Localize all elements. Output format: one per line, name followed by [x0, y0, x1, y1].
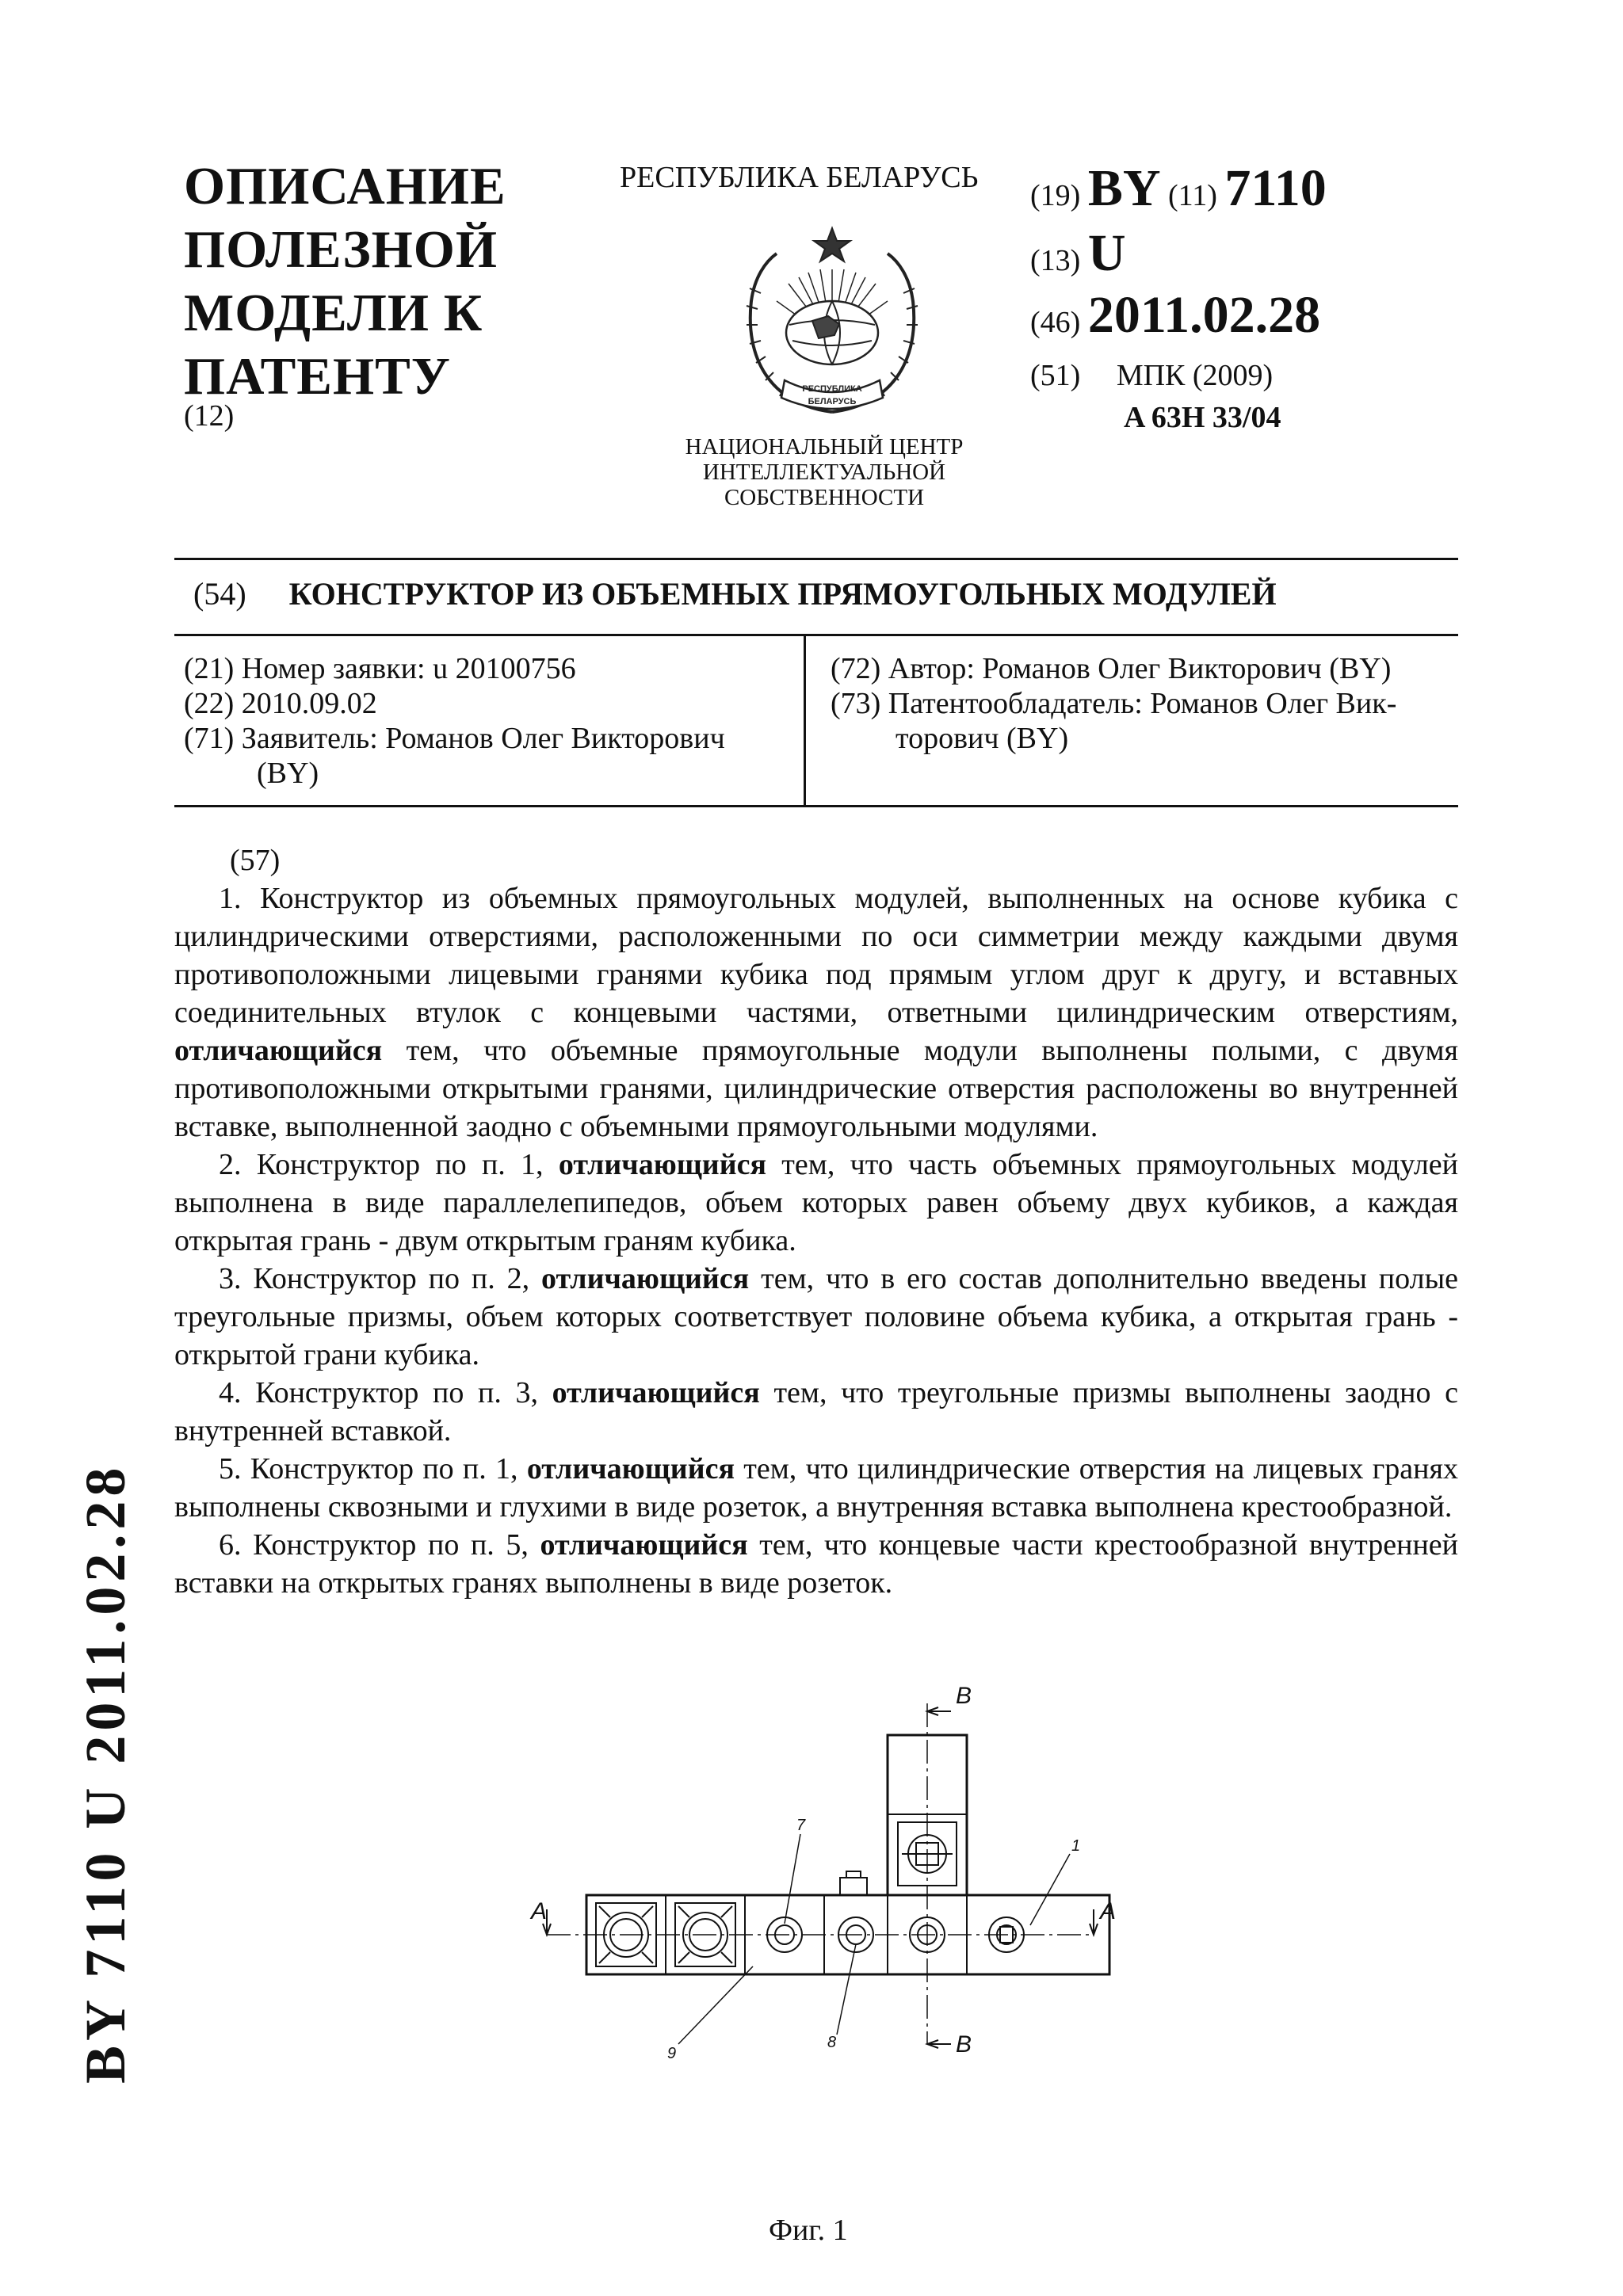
callout-label: 9: [667, 2045, 677, 2062]
callout-label: 1: [1071, 1837, 1081, 1855]
country-code: BY: [1087, 159, 1161, 217]
applicant-info-right: [831, 651, 1457, 756]
section-label-b: B: [956, 1683, 972, 1709]
ipc-class: A 63H 33/04: [1124, 401, 1281, 434]
agency-line: СОБСТВЕННОСТИ: [724, 485, 925, 510]
applicant-info-left: [184, 651, 786, 791]
info-line: (21) Номер заявки: u 20100756: [184, 652, 576, 685]
publication-date: 2011.02.28: [1087, 286, 1321, 344]
country-name: РЕСПУБЛИКА БЕЛАРУСЬ: [620, 161, 979, 194]
emblem-text-line: РЕСПУБЛИКА: [802, 384, 862, 394]
bib-line-51: [1030, 358, 1273, 393]
invention-title: [193, 575, 1277, 612]
doc-type-line: ПАТЕНТУ: [184, 347, 451, 406]
side-document-id: BY 7110 U 2011.02.28: [74, 1463, 137, 2084]
claim-item: 2. Конструктор по п. 1, отличающийся тем, что часть объемных прямоугольных модулей выполнена в виде параллелепипедов, объем которых равен объему двух кубиков, а каждая открытая грань - двум открытым граням кубика.: [174, 1148, 1458, 1257]
info-line: (BY): [257, 757, 319, 790]
section-label-a: A: [1100, 1898, 1117, 1924]
divider: [174, 805, 1458, 807]
info-line: (71) Заявитель: Романов Олег Викторович: [184, 722, 725, 755]
section-label-a: A: [531, 1898, 548, 1924]
inid-code: (54): [193, 576, 246, 612]
doc-type-line: ПОЛЕЗНОЙ: [184, 220, 498, 279]
claim-item: 3. Конструктор по п. 2, отличающийся тем, что в его состав дополнительно введены полые треугольные призмы, объем которых соответствует половине объема кубика, а открытая грань - открытой грани кубика.: [174, 1262, 1459, 1371]
kind-letter: U: [1087, 224, 1126, 282]
doc-type-line: МОДЕЛИ К: [184, 284, 483, 342]
section-label-b: B: [956, 2031, 972, 2058]
figure-1-drawing: [523, 1672, 1117, 2084]
info-line: (22) 2010.09.02: [184, 687, 377, 720]
claims-section: [174, 841, 1458, 1602]
divider: [174, 634, 1458, 636]
info-line: торович (BY): [896, 722, 1069, 755]
inid-code: (13): [1030, 244, 1081, 277]
title-text: КОНСТРУКТОР ИЗ ОБЪЕМНЫХ ПРЯМОУГОЛЬНЫХ МОДУЛЕЙ: [288, 576, 1277, 612]
claim-item: 1. Конструктор из объемных прямоугольных модулей, выполненных на основе кубика с цилиндрическими отверстиями, расположенными по оси симметрии между каждыми двумя противоположными лицевыми гранями кубика под прямым углом друг к другу, и вставных соединительных втулок с концевыми частями, ответными цилиндрическим отверстиям, отличающийся тем, что объемные прямоугольные модули выполнены полыми, с двумя противоположными открытыми гранями, цилиндрические отверстия расположены во внутренней вставке, выполненной заодно с объемными прямоугольными модулями.: [174, 882, 1458, 1143]
divider: [174, 558, 1458, 560]
doc-type-line: ОПИСАНИЕ: [184, 157, 506, 215]
agency-line: НАЦИОНАЛЬНЫЙ ЦЕНТР: [685, 434, 964, 460]
agency-name: [658, 434, 991, 510]
agency-line: ИНТЕЛЛЕКТУАЛЬНОЙ: [702, 460, 946, 485]
info-line: (73) Патентообладатель: Романов Олег Вик-: [831, 687, 1397, 720]
inid-code: (19): [1030, 179, 1081, 212]
bib-line-13: [1030, 223, 1125, 284]
patent-number: 7110: [1224, 159, 1327, 217]
callout-label: 8: [827, 2034, 837, 2051]
figure-caption: Фиг. 1: [769, 2214, 848, 2247]
inid-code: (51): [1030, 359, 1081, 392]
callout-label: 7: [796, 1817, 806, 1834]
ipc-label: МПК (2009): [1116, 359, 1274, 392]
bib-line-19-11: [1030, 158, 1327, 219]
info-line: (72) Автор: Романов Олег Викторович (BY): [831, 652, 1392, 685]
claim-item: 4. Конструктор по п. 3, отличающийся тем, что треугольные призмы выполнены заодно с внутренней вставкой.: [174, 1376, 1458, 1447]
claims-code: (57): [230, 844, 281, 877]
claim-item: 5. Конструктор по п. 1, отличающийся тем, что цилиндрические отверстия на лицевых гранях выполнены сквозными и глухими в виде розеток, а внутренняя вставка выполнена крестообразной.: [174, 1452, 1458, 1524]
state-emblem-icon: [713, 222, 951, 428]
inid-code: (46): [1030, 306, 1081, 339]
emblem-text-line: БЕЛАРУСЬ: [808, 397, 857, 406]
claim-item: 6. Конструктор по п. 5, отличающийся тем, что концевые части крестообразной внутренней вставки на открытых гранях выполнены в виде розеток.: [174, 1528, 1458, 1600]
column-divider: [804, 635, 806, 807]
bib-line-46: [1030, 285, 1320, 345]
document-type-title: [184, 154, 506, 408]
inid-code: (11): [1168, 179, 1217, 212]
kind-code-label: (12): [184, 399, 235, 433]
